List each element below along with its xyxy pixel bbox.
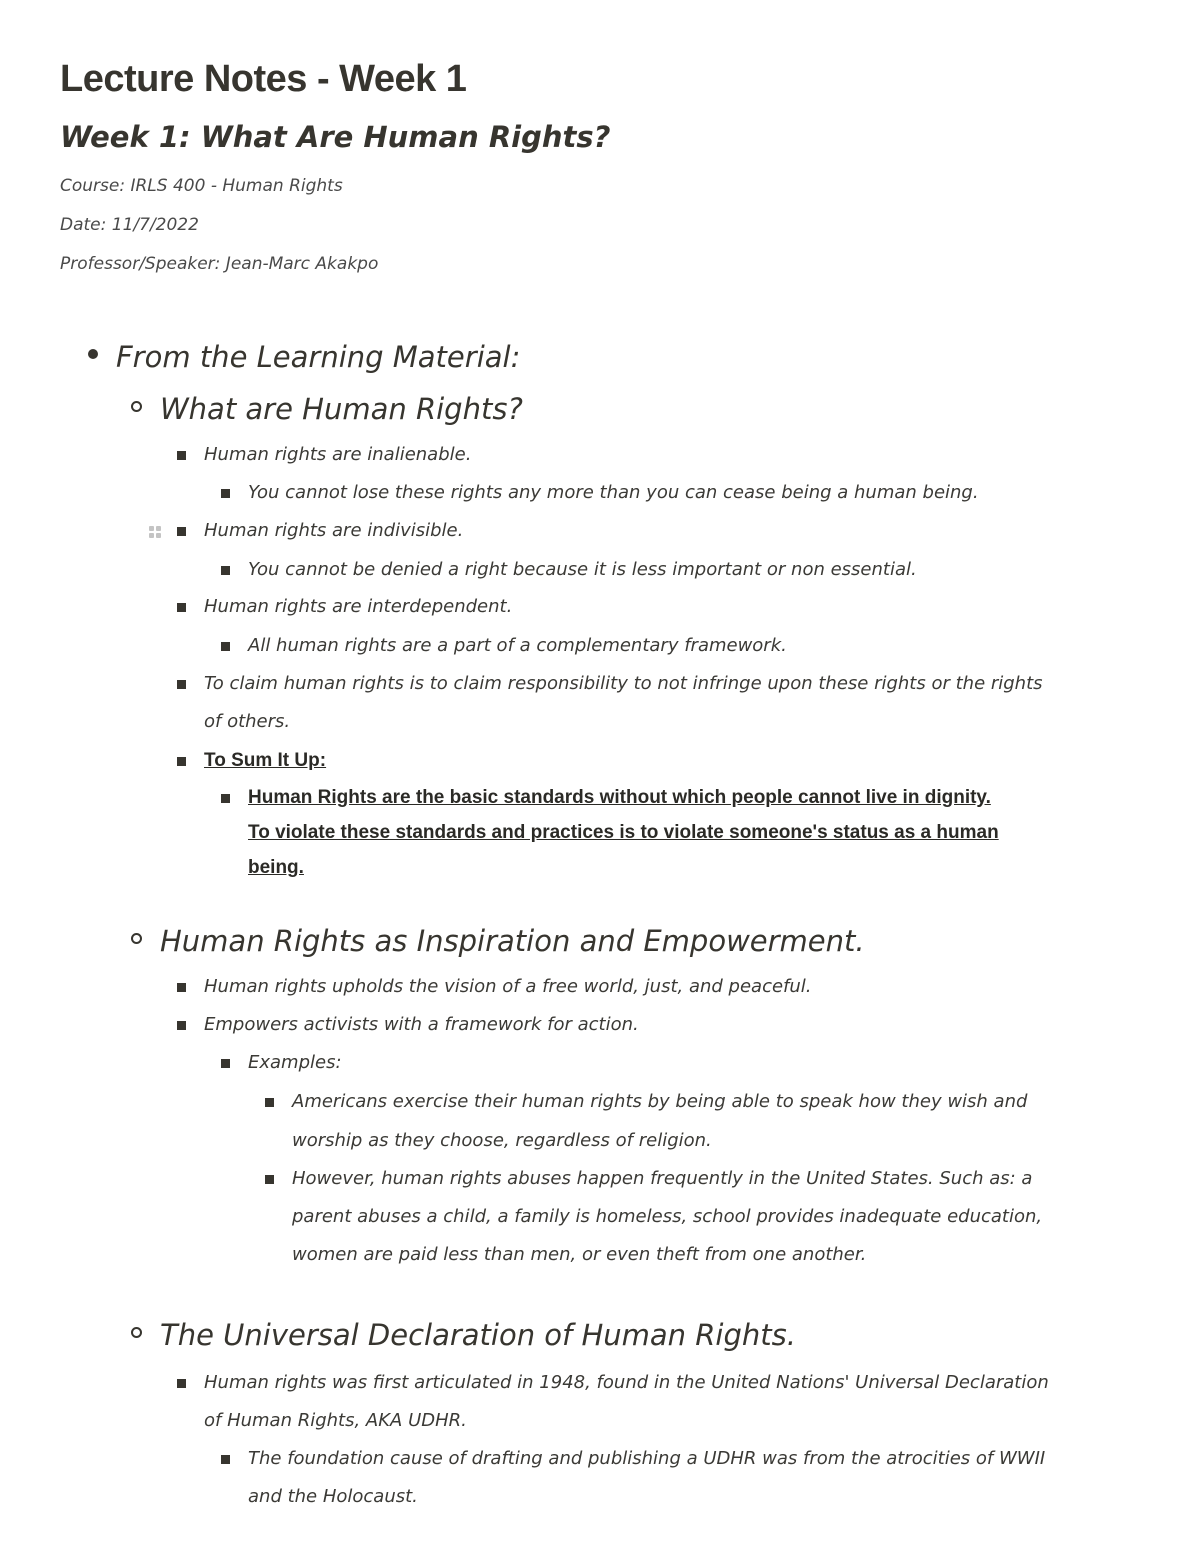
bullet-square (221, 1059, 230, 1068)
list-item-line-2[interactable]: of others. (204, 711, 291, 732)
bullet-circle (131, 933, 142, 944)
professor-line: Professor/Speaker: Jean-Marc Akakpo (60, 254, 379, 274)
list-item-examples[interactable]: Examples: (248, 1052, 342, 1073)
section-heading-inspiration-empowerment[interactable]: Human Rights as Inspiration and Empowerment. (160, 924, 865, 958)
bullet-disc (88, 349, 98, 359)
list-item-line-2[interactable]: of Human Rights, AKA UDHR. (204, 1410, 467, 1431)
bullet-square (265, 1098, 274, 1107)
bullet-square (177, 1379, 186, 1388)
bullet-square (221, 642, 230, 651)
bullet-square (177, 1021, 186, 1030)
section-heading-udhr[interactable]: The Universal Declaration of Human Rights. (160, 1318, 796, 1352)
page-title: Lecture Notes - Week 1 (60, 58, 467, 100)
list-item-learning-material[interactable]: From the Learning Material: (116, 340, 521, 374)
list-item[interactable]: Empowers activists with a framework for action. (204, 1014, 639, 1035)
bullet-square (177, 680, 186, 689)
bullet-square (177, 527, 186, 536)
bullet-square (221, 1455, 230, 1464)
section-heading-what-are-human-rights[interactable]: What are Human Rights? (160, 392, 523, 426)
example-line-1[interactable]: Americans exercise their human rights by being able to speak how they wish and (292, 1091, 1028, 1112)
bullet-square (265, 1175, 274, 1184)
page-subtitle: Week 1: What Are Human Rights? (60, 120, 611, 154)
list-item[interactable]: Human rights are interdependent. (204, 596, 513, 617)
list-item[interactable]: Human rights are indivisible. (204, 520, 464, 541)
example-line-1[interactable]: However, human rights abuses happen frequently in the United States. Such as: a (292, 1168, 1033, 1189)
list-item-line-1[interactable]: To claim human rights is to claim responsibility to not infringe upon these rights or the rights (204, 673, 1043, 694)
bullet-square (221, 566, 230, 575)
list-item[interactable]: Human rights upholds the vision of a free world, just, and peaceful. (204, 976, 812, 997)
list-item[interactable]: You cannot lose these rights any more than you can cease being a human being. (248, 482, 979, 503)
example-line-2[interactable]: parent abuses a child, a family is homeless, school provides inadequate education, (292, 1206, 1043, 1227)
bullet-square (177, 757, 186, 766)
course-line: Course: IRLS 400 - Human Rights (60, 176, 343, 196)
date-line: Date: 11/7/2022 (60, 215, 199, 235)
summary-line-1[interactable]: Human Rights are the basic standards without which people cannot live in dignity. (248, 787, 991, 808)
bullet-square (221, 794, 230, 803)
bullet-square (221, 489, 230, 498)
list-item-line-1[interactable]: Human rights was first articulated in 1948, found in the United Nations' Universal Declaration (204, 1372, 1049, 1393)
list-item-line-1[interactable]: The foundation cause of drafting and publishing a UDHR was from the atrocities of WWII (248, 1448, 1046, 1469)
bullet-circle (131, 1327, 142, 1338)
summary-line-2[interactable]: To violate these standards and practices is to violate someone's status as a human (248, 822, 999, 843)
bullet-circle (131, 401, 142, 412)
example-line-2[interactable]: worship as they choose, regardless of religion. (292, 1130, 712, 1151)
bullet-square (177, 603, 186, 612)
list-item-line-2[interactable]: and the Holocaust. (248, 1486, 418, 1507)
bullet-square (177, 983, 186, 992)
bullet-square (177, 451, 186, 460)
summary-line-3[interactable]: being. (248, 857, 304, 878)
sum-it-up-label[interactable]: To Sum It Up: (204, 750, 327, 771)
list-item[interactable]: All human rights are a part of a complementary framework. (248, 635, 787, 656)
example-line-3[interactable]: women are paid less than men, or even theft from one another. (292, 1244, 867, 1265)
list-item[interactable]: Human rights are inalienable. (204, 444, 472, 465)
list-item[interactable]: You cannot be denied a right because it is less important or non essential. (248, 559, 917, 580)
drag-handle-icon[interactable] (149, 526, 163, 540)
